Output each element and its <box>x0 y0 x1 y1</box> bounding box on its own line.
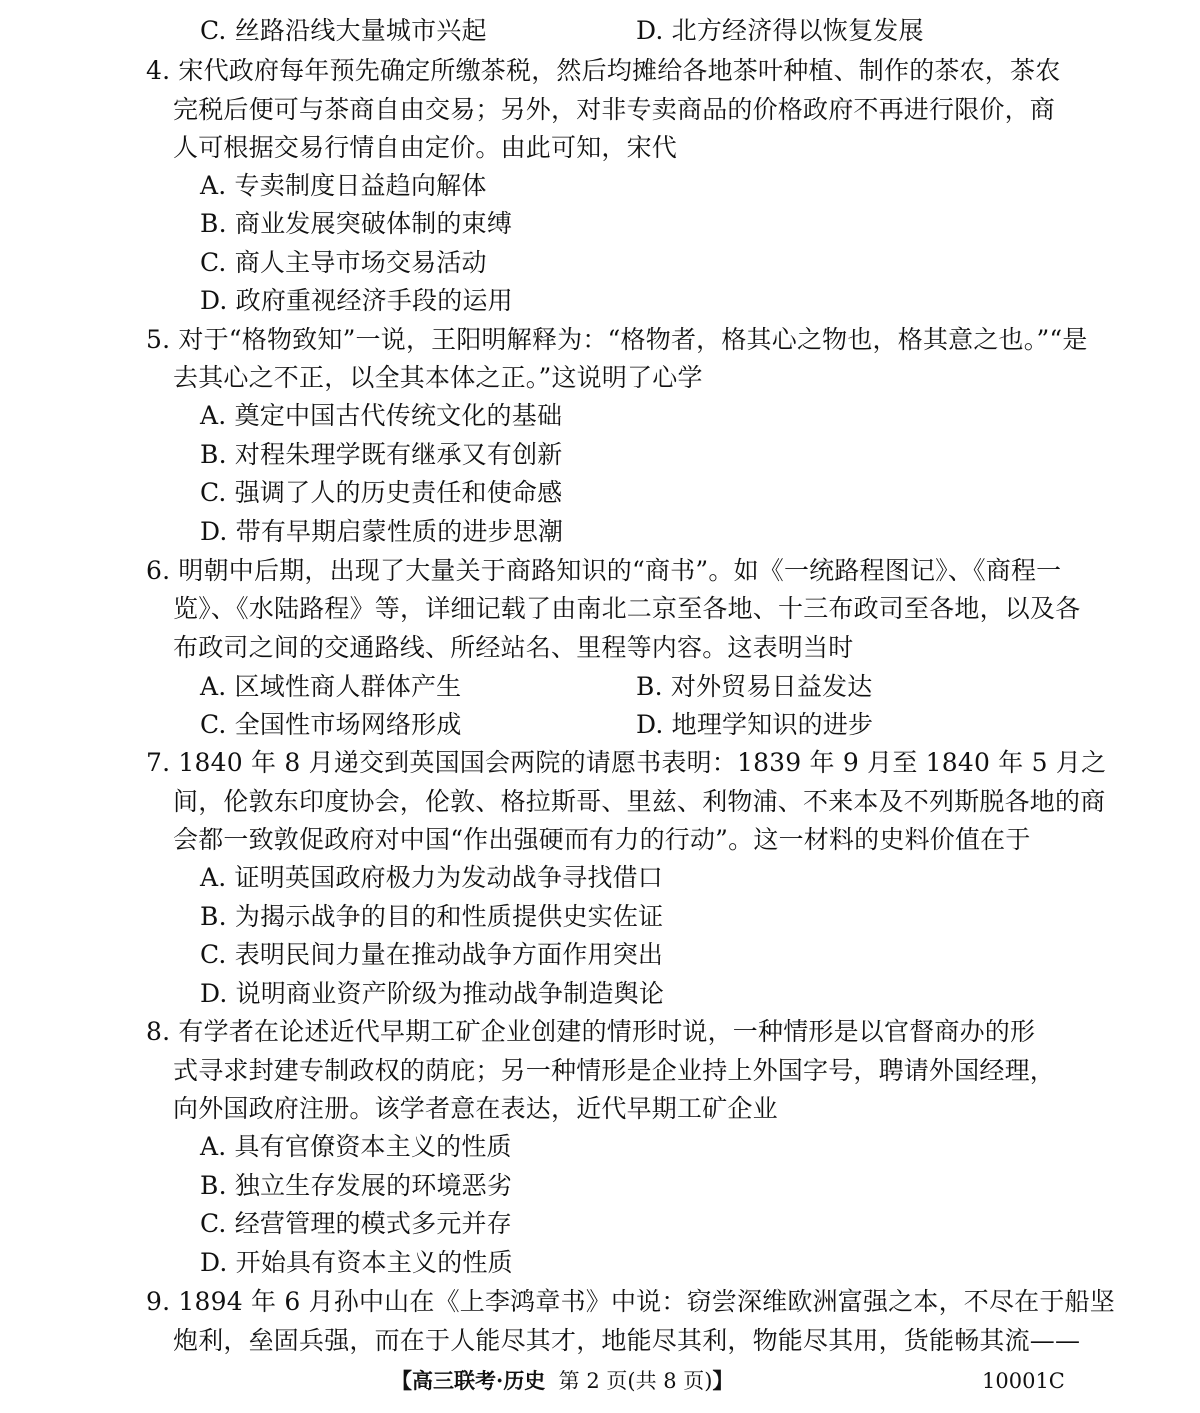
question-6-line-1: 6. 明朝中后期，出现了大量关于商路知识的“商书”。如《一统路程图记》、《商程一 <box>146 556 1062 585</box>
question-7-option-b: B. 为揭示战争的目的和性质提供史实佐证 <box>200 902 664 931</box>
question-8-line-1: 8. 有学者在论述近代早期工矿企业创建的情形时说，一种情形是以官督商办的形 <box>146 1017 1036 1046</box>
question-5-option-b: B. 对程朱理学既有继承又有创新 <box>200 440 563 469</box>
footer-dot: · <box>496 1368 504 1393</box>
footer-exam-name: 高三联考 <box>412 1368 496 1393</box>
question-7-line-1: 7. 1840 年 8 月递交到英国国会两院的请愿书表明：1839 年 9 月至 1840 年 5 月之 <box>146 748 1107 777</box>
question-7-option-a: A. 证明英国政府极力为发动战争寻找借口 <box>200 863 663 892</box>
footer-bracket-open: 【 <box>391 1368 412 1393</box>
question-6-line-3: 布政司之间的交通路线、所经站名、里程等内容。这表明当时 <box>173 633 854 662</box>
question-4-option-a: A. 专卖制度日益趋向解体 <box>200 171 487 200</box>
question-8-option-a: A. 具有官僚资本主义的性质 <box>200 1132 512 1161</box>
question-7-option-d: D. 说明商业资产阶级为推动战争制造舆论 <box>200 979 665 1008</box>
footer-exam-code: 10001C <box>982 1369 1065 1393</box>
question-8-line-3: 向外国政府注册。该学者意在表达，近代早期工矿企业 <box>173 1094 778 1123</box>
question-5-option-a: A. 奠定中国古代传统文化的基础 <box>200 401 563 430</box>
question-8-option-d: D. 开始具有资本主义的性质 <box>200 1248 513 1277</box>
question-7-line-3: 会都一致敦促政府对中国“作出强硬而有力的行动”。这一材料的史料价值在于 <box>173 825 1031 854</box>
question-9-line-1: 9. 1894 年 6 月孙中山在《上李鸿章书》中说：窃尝深维欧洲富强之本，不尽在于船坚 <box>146 1287 1115 1316</box>
question-6-option-a: A. 区域性商人群体产生 <box>200 672 462 701</box>
question-7-option-c: C. 表明民间力量在推动战争方面作用突出 <box>200 940 664 969</box>
page-footer <box>391 1366 733 1396</box>
question-7-line-2: 间，伦敦东印度协会，伦敦、格拉斯哥、里兹、利物浦、不来本及不列斯脱各地的商 <box>173 787 1106 816</box>
question-4-option-d: D. 政府重视经济手段的运用 <box>200 286 513 315</box>
question-5-option-c: C. 强调了人的历史责任和使命感 <box>200 478 563 507</box>
question-4-line-1: 4. 宋代政府每年预先确定所缴茶税，然后均摊给各地茶叶种植、制作的茶农，茶农 <box>146 56 1061 85</box>
question-6-option-d: D. 地理学知识的进步 <box>636 710 874 739</box>
question-8-option-c: C. 经营管理的模式多元并存 <box>200 1209 512 1238</box>
question-5-line-2: 去其心之不正，以全其本体之正。”这说明了心学 <box>173 363 703 392</box>
question-6-line-2: 览》、《水陆路程》等，详细记载了由南北二京至各地、十三布政司至各地，以及各 <box>173 594 1081 623</box>
footer-subject: 历史 <box>503 1368 546 1393</box>
option-d: D. 北方经济得以恢复发展 <box>636 16 924 45</box>
question-4-option-c: C. 商人主导市场交易活动 <box>200 248 487 277</box>
option-c: C. 丝路沿线大量城市兴起 <box>200 16 487 45</box>
question-8-line-2: 式寻求封建专制政权的荫庇；另一种情形是企业持上外国字号，聘请外国经理， <box>173 1056 1056 1085</box>
question-4-line-2: 完税后便可与茶商自由交易；另外，对非专卖商品的价格政府不再进行限价，商 <box>173 95 1056 124</box>
footer-bracket-close: 】 <box>712 1368 734 1393</box>
question-6-option-b: B. 对外贸易日益发达 <box>636 672 873 701</box>
question-4-line-3: 人可根据交易行情自由定价。由此可知，宋代 <box>173 133 678 162</box>
question-6-option-c: C. 全国性市场网络形成 <box>200 710 462 739</box>
question-4-option-b: B. 商业发展突破体制的束缚 <box>200 209 513 238</box>
question-5-line-1: 5. 对于“格物致知”一说，王阳明解释为：“格物者，格其心之物也，格其意之也。”“是 <box>146 325 1088 354</box>
question-5-option-d: D. 带有早期启蒙性质的进步思潮 <box>200 517 564 546</box>
question-8-option-b: B. 独立生存发展的环境恶劣 <box>200 1171 513 1200</box>
question-9-line-2: 炮利，垒固兵强，而在于人能尽其才，地能尽其利，物能尽其用，货能畅其流—— <box>173 1326 1081 1355</box>
footer-page-info: 第 2 页(共 8 页) <box>558 1369 713 1393</box>
